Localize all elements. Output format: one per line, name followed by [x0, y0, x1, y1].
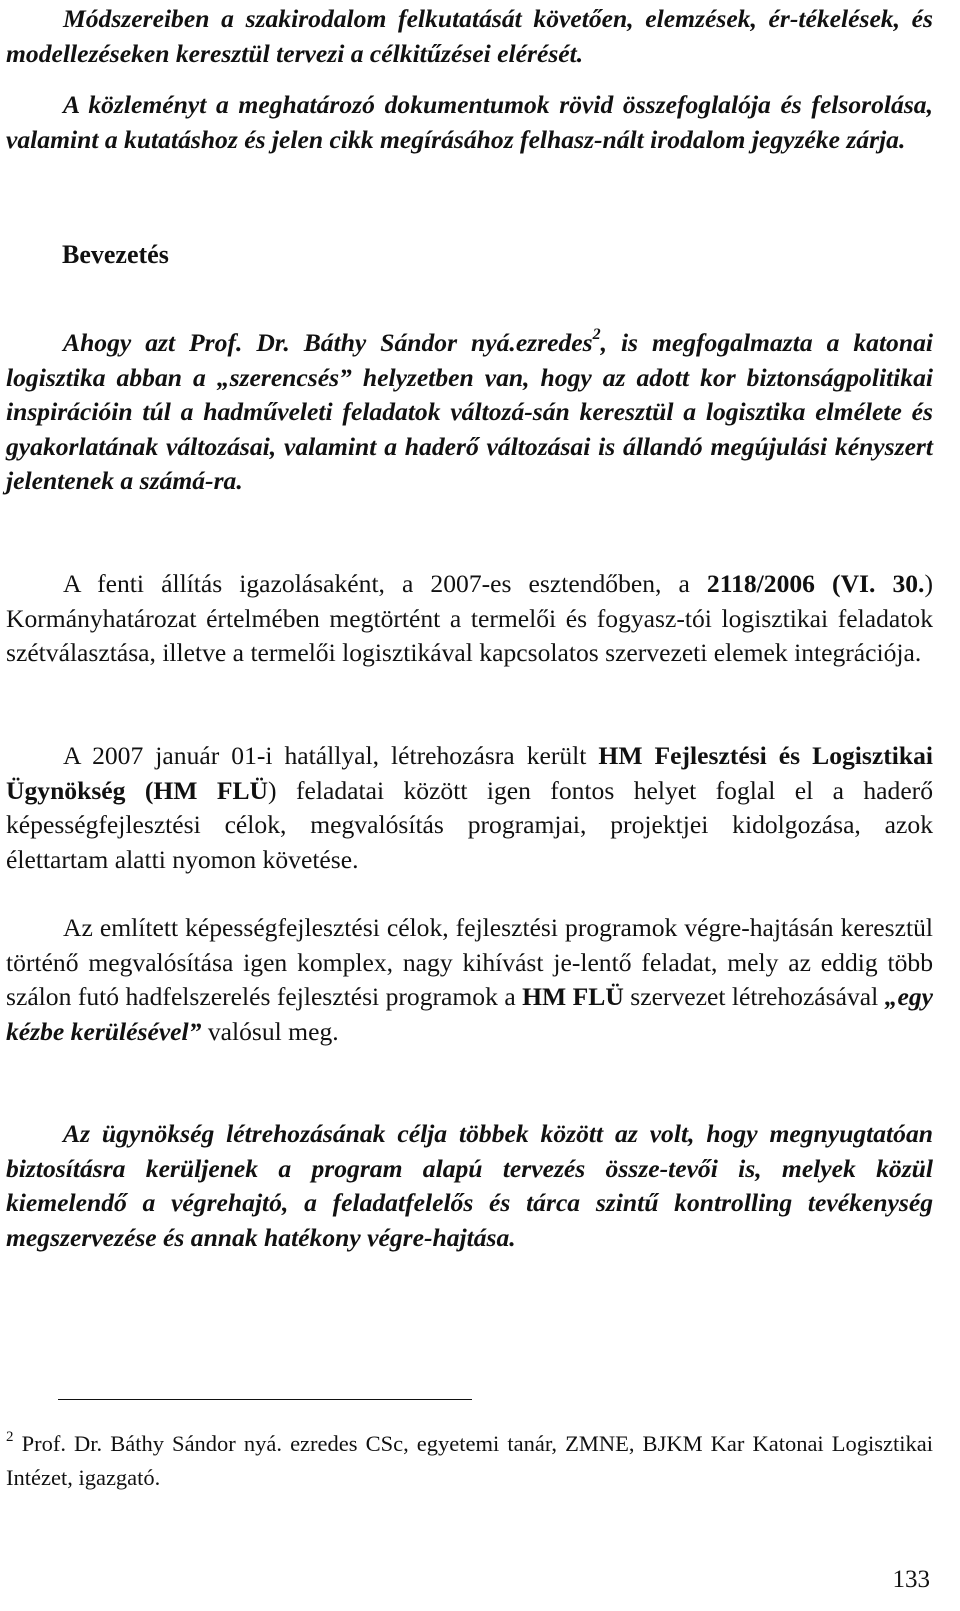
- paragraph-capability-goals: Az említett képességfejlesztési célok, fejlesztési programok végre-hajtásán keresztül történő megvalósítása igen komplex, nagy kihívást je-lentő feladat, mely az eddig több szálon futó hadfelszerelés fejlesztési programok a HM FLÜ szervezet létrehozásával „egy kézbe kerülésével” valósul meg.: [6, 913, 933, 1046]
- footnote: $^2$ Prof. Dr. Báthy Sándor nyá. ezredes CSc, egyetemi tanár, ZMNE, BJKM Kar Katonai Logisztikai Intézet, igazgató.: [6, 1429, 933, 1490]
- footnote-separator: [58, 1399, 472, 1400]
- footnote-reference[interactable]: 2: [592, 326, 601, 343]
- page-number: 133: [892, 1566, 930, 1593]
- paragraph-government-decree: A fenti állítás igazolásaként, a 2007-es esztendőben, a 2118/2006 (VI. 30.) Kormányhatározat értelmében megtörtént a termelői és fogyasz-tói logisztikai feladatok szétválasztása, illetve a termelői logisztikával kapcsolatos szervezeti elemek integrációja.: [6, 569, 933, 667]
- section-heading: Bevezetés: [62, 240, 169, 269]
- paragraph-closing-summary: A közleményt a meghatározó dokumentumok rövid összefoglalója és felsorolása, valamint a kutatáshoz és jelen cikk megírásához felhasz-nált irodalom jegyzéke zárja.: [6, 90, 933, 154]
- paragraph-methods: Módszereiben a szakirodalom felkutatását követően, elemzések, ér-tékelések, és modellezéseken keresztül tervezi a célkitűzései elérését.: [6, 4, 933, 68]
- paragraph-agency-purpose: Az ügynökség létrehozásának célja többek között az volt, hogy megnyugtatóan biztosításra kerüljenek a program alapú tervezés össze-tevői is, melyek közül kiemelendő a végrehajtó, a feladatfelelős és tárca szintű kontrolling tevékenység megszervezése és annak hatékony végre-hajtása.: [6, 1119, 933, 1252]
- paragraph-intro-quote: Ahogy azt Prof. Dr. Báthy Sándor nyá.ezredes$^2$, is megfogalmazta a katonai logisztika abban a „szerencsés” helyzetben van, hogy az adott kor biztonságpolitikai inspirációin túl a hadműveleti feladatok változá-sán keresztül a logisztika elmélete és gyakorlatának változásai, valamint a haderő változásai is állandó megújulási kényszert jelentenek a számá-ra.: [6, 326, 933, 495]
- paragraph-agency-creation: A 2007 január 01-i hatállyal, létrehozásra került HM Fejlesztési és Logisztikai Ügynökség (HM FLÜ) feladatai között igen fontos helyet foglal el a haderő képességfejlesztési célok, megvalósítás programjai, projektjei kidolgozása, azok élettartam alatti nyomon követése.: [6, 741, 934, 874]
- footnote-marker: 2: [6, 1429, 14, 1445]
